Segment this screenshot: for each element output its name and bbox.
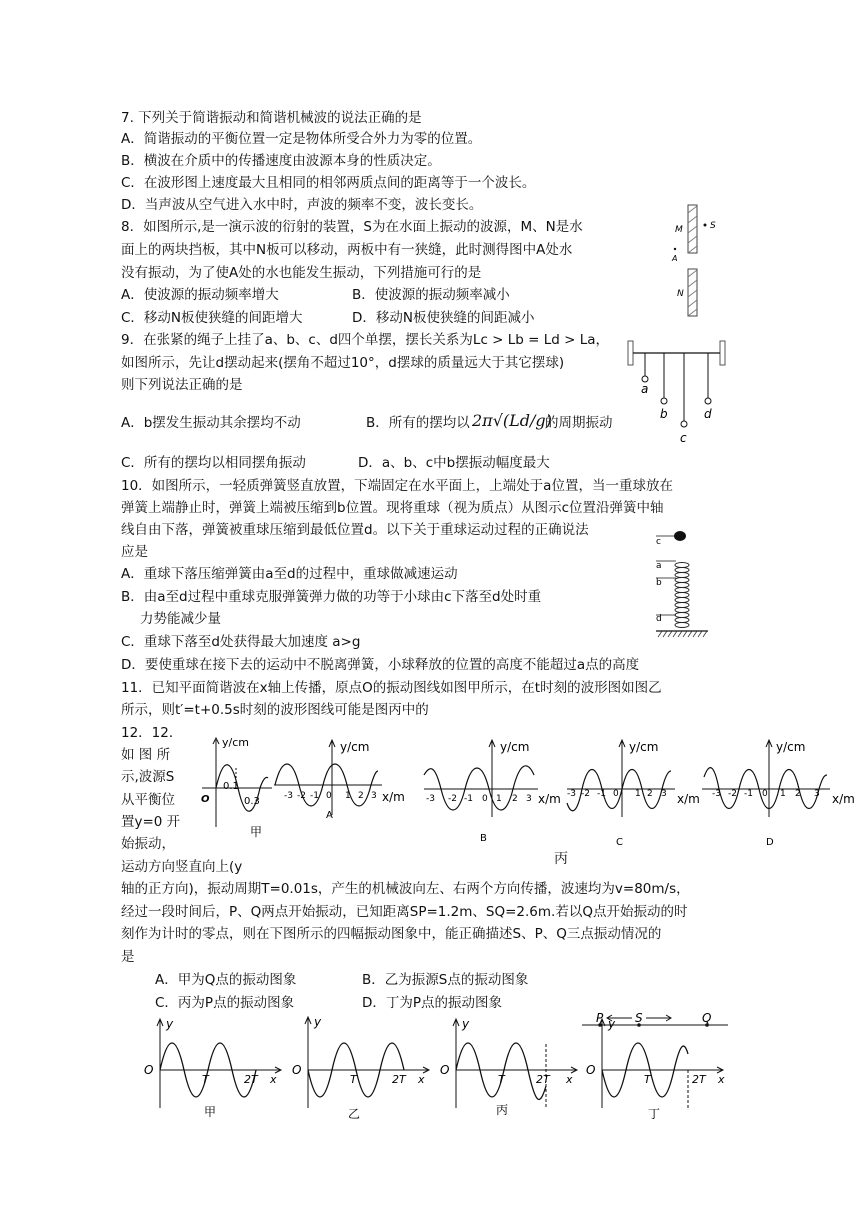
origin-label: O: [144, 1063, 154, 1077]
tick-label: 3: [526, 794, 532, 804]
bob-c: [681, 421, 687, 427]
label-pendulum-c: c: [680, 431, 687, 445]
tick-label: 3: [814, 789, 820, 799]
wave-figure-b: [420, 735, 568, 845]
tick-label: -3: [712, 789, 721, 799]
wave-figure-a: [270, 735, 412, 821]
tick-label: 3: [371, 791, 377, 801]
tick-t: T: [644, 1073, 651, 1086]
tick-t: T: [350, 1073, 357, 1086]
y-label: y: [166, 1017, 174, 1031]
q8-option-c: C．移动N板使狭缝的间距增大: [121, 310, 303, 326]
period-formula: 2π√(Ld/g): [472, 411, 552, 430]
q10-option-a: A．重球下落压缩弹簧由a至d的过程中，重球做减速运动: [121, 566, 458, 582]
tick-2t: 2T: [692, 1073, 706, 1086]
q12-option-b: B．乙为振源S点的振动图象: [362, 972, 529, 988]
heavy-ball: [674, 531, 686, 541]
q12-line2: 经过一段时间后，P、Q两点开始振动，已知距离SP=1.2m、SQ=2.6m.若以Q点开始振动的时: [121, 904, 688, 920]
x-label: x: [270, 1073, 277, 1086]
tick-label: -1: [597, 789, 606, 799]
q11-line1: 11．已知平面简谐波在x轴上传播，原点O的振动图线如图甲所示，在t时刻的波形图如图乙: [121, 680, 662, 696]
point-a-marker: [674, 248, 676, 250]
x-label: x: [718, 1073, 725, 1086]
y-axis-label: y/cm: [629, 740, 659, 754]
spring-coil: [675, 563, 689, 628]
diffraction-apparatus-figure: [665, 203, 730, 318]
vibration-graph-ding: [582, 1014, 730, 1122]
tick-label: 3: [661, 789, 667, 799]
caption: 丁: [648, 1107, 661, 1121]
q10-line2: 弹簧上端静止时，弹簧上端被压缩到b位置。现将重球（视为质点）从图示c位置沿弹簧中轴: [121, 500, 664, 516]
label-d: d: [656, 614, 662, 624]
label-s: S: [710, 221, 716, 231]
source-point: [704, 224, 707, 227]
q9-option-d: D．a、b、c中b摆振动幅度最大: [358, 455, 550, 471]
tick-label: 2: [795, 789, 801, 799]
label-q: Q: [702, 1011, 712, 1025]
caption-jia: 甲: [250, 825, 263, 839]
spring-ball-figure: [652, 525, 712, 645]
tick-label: -3: [567, 789, 576, 799]
q8-line1: 8．如图所示,是一演示波的衍射的装置，S为在水面上振动的波源，M、N是水: [121, 219, 583, 235]
q10-option-b-line1: B．由a至d过程中重球克服弹簧弹力做的功等于小球由c下落至d处时重: [121, 589, 542, 605]
y-axis-label: y/cm: [340, 740, 370, 754]
vibration-graph-bing: [436, 1014, 584, 1122]
tick-2t: 2T: [244, 1073, 258, 1086]
x-axis-label: x/m: [382, 790, 405, 804]
label-pendulum-a: a: [641, 382, 649, 396]
label-n: N: [677, 289, 684, 299]
bob-d: [705, 398, 711, 404]
q12-side-1: 如 图 所: [121, 747, 171, 763]
q9-option-b-suffix: 的周期振动: [545, 415, 613, 431]
q10-option-d: D．要使重球在接下去的运动中不脱离弹簧，小球释放的位置的高度不能超过a点的高度: [121, 657, 640, 673]
q10-line3: 线自由下落，弹簧被重球压缩到最低位置d。以下关于重球运动过程的正确说法: [121, 522, 589, 538]
tick-label: 2: [512, 794, 518, 804]
label-p: P: [596, 1011, 604, 1025]
q11-line2: 所示，则t′=t+0.5s时刻的波形图线可能是图丙中的: [121, 702, 429, 718]
tick-label: -1: [464, 794, 473, 804]
q12-side-0: 12．12．: [121, 725, 183, 741]
label-m: M: [675, 225, 683, 235]
q12-side-3: 从平衡位: [121, 792, 175, 808]
q10-option-b-line2: 力势能减少量: [140, 611, 221, 627]
tick-2t: 2T: [392, 1073, 406, 1086]
caption: 丙: [496, 1103, 509, 1117]
tick-label: 2: [647, 789, 653, 799]
q7-option-a: A．简谐振动的平衡位置一定是物体所受合外力为零的位置。: [121, 131, 482, 147]
tick-label: 2: [358, 791, 364, 801]
tick-t: T: [202, 1073, 209, 1086]
q7-option-c: C．在波形图上速度最大且相同的相邻两质点间的距离等于一个波长。: [121, 175, 536, 191]
y-label: y: [314, 1015, 322, 1029]
q9-line2: 如图所示，先让d摆动起来(摆角不超过10°，d摆球的质量远大于其它摆球): [121, 355, 565, 371]
figure-jia-origin-vibration: [198, 732, 276, 840]
label-a: A: [672, 254, 678, 263]
q9-option-a: A．b摆发生振动其余摆均不动: [121, 415, 301, 431]
wave-figure-c: [565, 735, 705, 847]
tick-label: -3: [426, 794, 435, 804]
label-pendulum-b: b: [660, 407, 668, 421]
caption-bing: 丙: [554, 851, 568, 867]
caption-c: C: [616, 837, 623, 847]
y-axis-label: y/cm: [500, 740, 530, 754]
tick-label: -1: [310, 791, 319, 801]
q12-option-c: C．丙为P点的振动图象: [155, 995, 295, 1011]
tick-label: 1: [780, 789, 786, 799]
caption-d: D: [766, 837, 774, 847]
y-label: y: [462, 1017, 470, 1031]
q12-line4: 是: [121, 949, 135, 965]
q7-option-d: D．当声波从空气进入水中时，声波的频率不变，波长变长。: [121, 197, 483, 213]
left-wall: [628, 341, 633, 365]
q12-side-2: 示,波源S: [121, 769, 175, 785]
x-label: x: [418, 1073, 425, 1086]
tick-t: T: [498, 1073, 505, 1086]
tick-label-0-1: 0.1: [223, 781, 239, 792]
x-axis-label: x/m: [832, 792, 855, 806]
q8-option-d: D．移动N板使狭缝的间距减小: [352, 310, 535, 326]
tick-label: -2: [448, 794, 457, 804]
label-b: b: [656, 578, 662, 588]
origin-label: O: [292, 1063, 302, 1077]
y-label: y: [608, 1017, 616, 1031]
origin-label: O: [586, 1063, 596, 1077]
origin-label: O: [440, 1063, 450, 1077]
q12-option-a: A．甲为Q点的振动图象: [155, 972, 297, 988]
tick-label: 1: [635, 789, 641, 799]
tick-label: 0: [482, 794, 488, 804]
right-wall: [720, 341, 725, 365]
tick-label: 0: [613, 789, 619, 799]
q9-option-b-prefix: B．所有的摆均以: [366, 415, 470, 431]
label-c: c: [656, 537, 661, 547]
tick-label: -1: [744, 789, 753, 799]
tick-2t: 2T: [536, 1073, 550, 1086]
tick-label: 0: [762, 789, 768, 799]
q10-line4: 应是: [121, 544, 148, 560]
q9-option-c: C．所有的摆均以相同摆角振动: [121, 455, 306, 471]
q12-line3: 刻作为计时的零点，则在下图所示的四幅振动图象中，能正确描述S、P、Q三点振动情况的: [121, 926, 662, 942]
q8-option-b: B．使波源的振动频率减小: [352, 287, 510, 303]
tick-label: -3: [284, 791, 293, 801]
origin-label: O: [201, 794, 210, 805]
q10-line1: 10．如图所示，一轻质弹簧竖直放置，下端固定在水平面上，上端处于a位置，当一重球放在: [121, 478, 673, 494]
x-axis-label: x/m: [538, 792, 561, 806]
q12-line1: 轴的正方向)，振动周期T=0.01s，产生的机械波向左、右两个方向传播，波速均为v=80m/s，: [121, 881, 690, 897]
tick-label: 1: [345, 791, 351, 801]
vibration-curve: [456, 1043, 546, 1099]
q12-side-6: 运动方向竖直向上(y: [121, 859, 243, 875]
x-axis-label: x/m: [677, 792, 700, 806]
tick-label: -2: [728, 789, 737, 799]
x-label: x: [566, 1073, 573, 1086]
caption-b: B: [480, 833, 487, 844]
pendulum-figure: [625, 336, 730, 456]
q9-line1: 9．在张紧的绳子上挂了a、b、c、d四个单摆，摆长关系为Lc > Lb = Ld > La，: [121, 332, 610, 348]
q9-line3: 则下列说法正确的是: [121, 377, 243, 393]
q7-option-b: B．横波在介质中的传播速度由波源本身的性质决定。: [121, 153, 441, 169]
q12-side-4: 置y=0 开: [121, 814, 181, 830]
y-axis-label: y/cm: [776, 740, 806, 754]
label-s: S: [635, 1011, 643, 1025]
caption: 乙: [348, 1107, 361, 1121]
tick-label: -2: [581, 789, 590, 799]
q12-option-d: D．丁为P点的振动图象: [362, 995, 503, 1011]
tick-label: 1: [496, 794, 502, 804]
tick-label: -2: [297, 791, 306, 801]
q7-stem: 7. 下列关于简谐振动和简谐机械波的说法正确的是: [121, 110, 422, 126]
q8-option-a: A．使波源的振动频率增大: [121, 287, 279, 303]
vibration-graph-yi: [288, 1012, 436, 1122]
label-a: a: [656, 561, 662, 571]
tick-label-0-3: 0.3: [244, 796, 260, 807]
bob-b: [661, 398, 667, 404]
q12-side-5: 始振动，: [121, 836, 175, 852]
wave-figure-d: [700, 735, 858, 847]
vibration-graph-jia: [140, 1014, 288, 1122]
q8-line3: 没有振动，为了使A处的水也能发生振动，下列措施可行的是: [121, 265, 482, 281]
tick-label: 0: [326, 791, 332, 801]
caption-a: A: [326, 810, 333, 821]
ground-hatching: [658, 631, 707, 637]
caption: 甲: [204, 1105, 217, 1119]
q10-option-c: C．重球下落至d处获得最大加速度 a>g: [121, 634, 361, 650]
q8-line2: 面上的两块挡板，其中N板可以移动，两板中有一狭缝，此时测得图中A处水: [121, 242, 573, 258]
label-pendulum-d: d: [704, 407, 712, 421]
y-axis-label: y/cm: [222, 736, 249, 749]
